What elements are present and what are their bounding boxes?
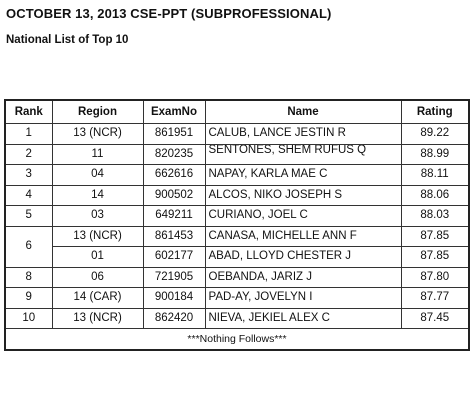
table-row xyxy=(5,165,469,186)
exam-no-cell: 861951 xyxy=(143,124,205,145)
table-row xyxy=(5,144,469,165)
column-header-rating: Rating xyxy=(401,100,469,124)
rank-cell: 9 xyxy=(5,288,52,309)
table-header-row xyxy=(5,100,469,124)
table-row xyxy=(5,206,469,227)
rank-cell: 3 xyxy=(5,165,52,186)
column-header-region: Region xyxy=(52,100,143,124)
rating-cell: 87.85 xyxy=(401,247,469,268)
rating-cell: 88.03 xyxy=(401,206,469,227)
column-header-rank: Rank xyxy=(5,100,52,124)
table-row xyxy=(5,308,469,329)
table-footer-row xyxy=(5,329,469,351)
exam-no-cell: 900502 xyxy=(143,185,205,206)
name-cell: NAPAY, KARLA MAE C xyxy=(205,165,401,186)
region-cell: 13 (NCR) xyxy=(52,308,143,329)
name-cell: CURIANO, JOEL C xyxy=(205,206,401,227)
rating-cell: 87.80 xyxy=(401,267,469,288)
rating-cell: 87.85 xyxy=(401,226,469,247)
rating-cell: 88.99 xyxy=(401,144,469,165)
region-cell: 13 (NCR) xyxy=(52,124,143,145)
region-cell: 01 xyxy=(52,247,143,268)
column-header-name: Name xyxy=(205,100,401,124)
rank-cell: 6 xyxy=(5,226,52,267)
column-header-exam-no: ExamNo xyxy=(143,100,205,124)
exam-no-cell: 820235 xyxy=(143,144,205,165)
table-row xyxy=(5,267,469,288)
table-row xyxy=(5,247,469,268)
table-row xyxy=(5,226,469,247)
rank-cell: 4 xyxy=(5,185,52,206)
rating-cell: 89.22 xyxy=(401,124,469,145)
region-cell: 03 xyxy=(52,206,143,227)
name-cell: CALUB, LANCE JESTIN R xyxy=(205,124,401,145)
document-subtitle: National List of Top 10 xyxy=(6,34,129,46)
rank-cell: 5 xyxy=(5,206,52,227)
region-cell: 04 xyxy=(52,165,143,186)
rating-cell: 87.77 xyxy=(401,288,469,309)
exam-no-cell: 862420 xyxy=(143,308,205,329)
rank-cell: 8 xyxy=(5,267,52,288)
rating-cell: 87.45 xyxy=(401,308,469,329)
exam-no-cell: 662616 xyxy=(143,165,205,186)
rank-cell: 1 xyxy=(5,124,52,145)
exam-no-cell: 861453 xyxy=(143,226,205,247)
region-cell: 06 xyxy=(52,267,143,288)
rank-cell: 10 xyxy=(5,308,52,329)
rank-cell: 2 xyxy=(5,144,52,165)
nothing-follows-note: ***Nothing Follows*** xyxy=(5,329,469,351)
region-cell: 14 xyxy=(52,185,143,206)
top-10-table xyxy=(4,99,470,351)
table-row xyxy=(5,288,469,309)
document-title: OCTOBER 13, 2013 CSE-PPT (SUBPROFESSIONAL) xyxy=(6,6,332,21)
table-row xyxy=(5,185,469,206)
exam-no-cell: 721905 xyxy=(143,267,205,288)
region-cell: 11 xyxy=(52,144,143,165)
name-cell: OEBANDA, JARIZ J xyxy=(205,267,401,288)
exam-no-cell: 649211 xyxy=(143,206,205,227)
exam-no-cell: 900184 xyxy=(143,288,205,309)
name-cell: ABAD, LLOYD CHESTER J xyxy=(205,247,401,268)
name-cell: CANASA, MICHELLE ANN F xyxy=(205,226,401,247)
name-cell: SENTONES, SHEM RUFUS Q xyxy=(205,144,401,165)
rating-cell: 88.06 xyxy=(401,185,469,206)
rating-cell: 88.11 xyxy=(401,165,469,186)
exam-no-cell: 602177 xyxy=(143,247,205,268)
name-cell: ALCOS, NIKO JOSEPH S xyxy=(205,185,401,206)
region-cell: 13 (NCR) xyxy=(52,226,143,247)
name-cell: PAD-AY, JOVELYN I xyxy=(205,288,401,309)
table-row xyxy=(5,124,469,145)
name-cell: NIEVA, JEKIEL ALEX C xyxy=(205,308,401,329)
region-cell: 14 (CAR) xyxy=(52,288,143,309)
